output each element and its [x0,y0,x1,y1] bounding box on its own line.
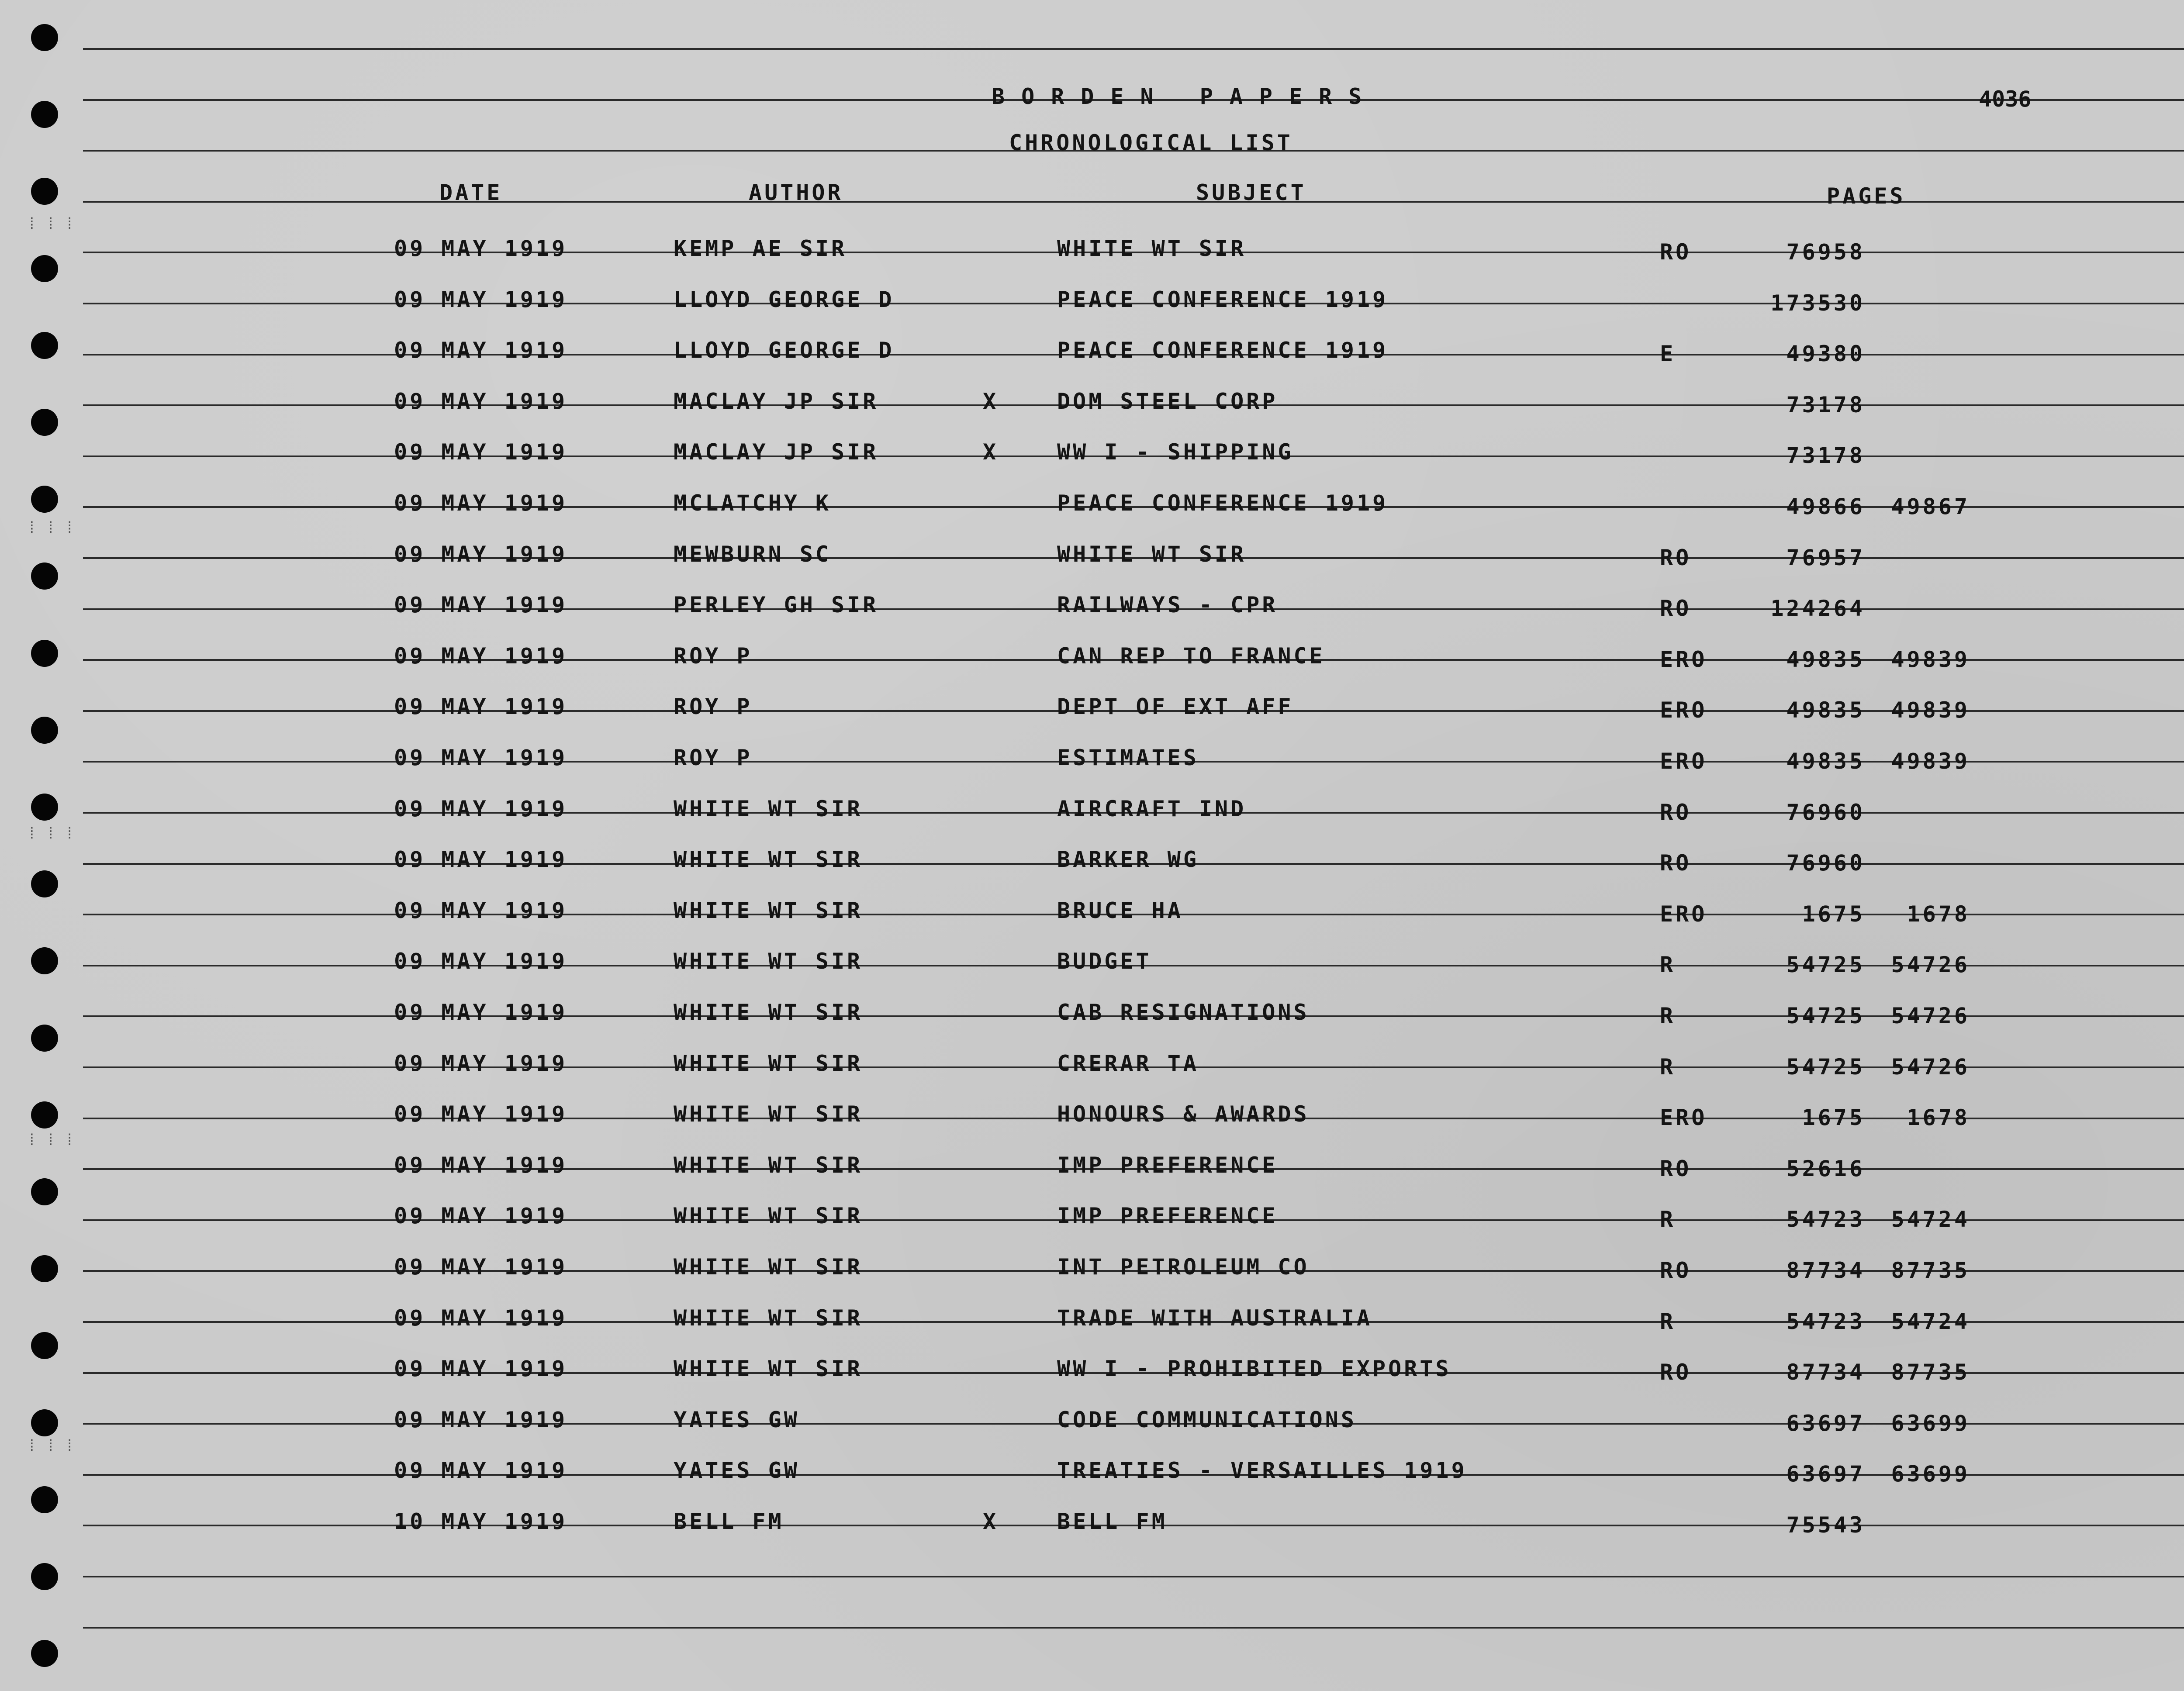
list-row [0,533,2184,583]
row-date: 09 MAY 1919 [394,1458,568,1483]
page-title: BORDEN PAPERS [992,84,1379,109]
row-code: RO [1660,545,1692,570]
list-row [0,1449,2184,1500]
row-date: 09 MAY 1919 [394,287,568,312]
row-subject: CAB RESIGNATIONS [1057,1000,1310,1025]
row-author: YATES GW [674,1458,800,1483]
row-date: 09 MAY 1919 [394,643,568,669]
list-row [0,431,2184,481]
perforation-marks: ⁞ ⁞ ⁞ [27,519,75,537]
row-page-from: 73178 [1786,443,1865,468]
row-page-to: 54724 [1891,1309,1970,1334]
row-page-to: 49867 [1891,494,1970,519]
list-row [0,1398,2184,1449]
row-author: LLOYD GEORGE D [674,338,895,363]
row-page-from: 76957 [1786,545,1865,570]
row-author: PERLEY GH SIR [674,592,879,618]
list-row [0,1194,2184,1245]
row-page-from: 173530 [1770,290,1865,316]
list-row [0,1093,2184,1143]
row-author: WHITE WT SIR [674,898,863,923]
row-marker: X [983,389,999,414]
row-date: 10 MAY 1919 [394,1509,568,1534]
row-code: RO [1660,1360,1692,1385]
row-subject: TRADE WITH AUSTRALIA [1057,1305,1373,1331]
list-row [0,685,2184,736]
row-code: ERO [1660,749,1707,774]
row-date: 09 MAY 1919 [394,236,568,261]
row-code: RO [1660,1156,1692,1181]
row-author: WHITE WT SIR [674,1203,863,1229]
row-subject: HONOURS & AWARDS [1057,1101,1310,1127]
row-subject: BARKER WG [1057,847,1199,872]
row-author: KEMP AE SIR [674,236,847,261]
row-author: MACLAY JP SIR [674,439,879,465]
row-date: 09 MAY 1919 [394,592,568,618]
row-date: 09 MAY 1919 [394,1051,568,1076]
row-author: ROY P [674,643,753,669]
row-date: 09 MAY 1919 [394,1000,568,1025]
row-marker: X [983,1509,999,1534]
list-row [0,1042,2184,1093]
row-page-to: 1678 [1907,901,1970,927]
row-code: R [1660,952,1676,977]
row-page-to: 49839 [1891,749,1970,774]
row-date: 09 MAY 1919 [394,694,568,719]
row-date: 09 MAY 1919 [394,490,568,516]
row-date: 09 MAY 1919 [394,1153,568,1178]
row-code: R [1660,1054,1676,1080]
list-row [0,736,2184,787]
row-author: WHITE WT SIR [674,1051,863,1076]
row-page-to: 54726 [1891,1003,1970,1028]
list-row [0,482,2184,532]
row-page-from: 63697 [1786,1461,1865,1487]
list-row [0,838,2184,889]
list-row [0,1144,2184,1194]
row-author: WHITE WT SIR [674,1000,863,1025]
row-page-from: 73178 [1786,392,1865,418]
row-date: 09 MAY 1919 [394,439,568,465]
row-subject: AIRCRAFT IND [1057,796,1247,821]
row-date: 09 MAY 1919 [394,1356,568,1381]
row-author: MCLATCHY K [674,490,832,516]
row-subject: RAILWAYS - CPR [1057,592,1278,618]
column-header-pages: PAGES [1827,183,1906,209]
row-author: MACLAY JP SIR [674,389,879,414]
row-date: 09 MAY 1919 [394,1203,568,1229]
row-subject: CODE COMMUNICATIONS [1057,1407,1357,1432]
row-page-to: 63699 [1891,1461,1970,1487]
row-subject: PEACE CONFERENCE 1919 [1057,287,1389,312]
row-date: 09 MAY 1919 [394,745,568,770]
row-page-from: 49835 [1786,697,1865,723]
row-page-from: 124264 [1770,596,1865,621]
row-page-from: 76960 [1786,850,1865,876]
row-subject: CRERAR TA [1057,1051,1199,1076]
row-subject: WW I - SHIPPING [1057,439,1294,465]
perforation-marks: ⁞ ⁞ ⁞ [27,215,75,233]
row-author: LLOYD GEORGE D [674,287,895,312]
row-page-to: 49839 [1891,647,1970,672]
list-row [0,278,2184,329]
row-page-to: 63699 [1891,1411,1970,1436]
row-subject: INT PETROLEUM CO [1057,1254,1310,1280]
row-page-from: 54725 [1786,952,1865,977]
row-subject: TREATIES - VERSAILLES 1919 [1057,1458,1467,1483]
row-author: ROY P [674,694,753,719]
row-subject: IMP PREFERENCE [1057,1203,1278,1229]
row-page-from: 54723 [1786,1207,1865,1232]
row-page-to: 54726 [1891,1054,1970,1080]
row-subject: CAN REP TO FRANCE [1057,643,1325,669]
row-subject: PEACE CONFERENCE 1919 [1057,490,1389,516]
row-date: 09 MAY 1919 [394,389,568,414]
row-author: WHITE WT SIR [674,1254,863,1280]
list-row [0,227,2184,278]
perforation-marks: ⁞ ⁞ ⁞ [27,825,75,842]
row-code: R [1660,1309,1676,1334]
row-page-to: 54726 [1891,952,1970,977]
row-author: WHITE WT SIR [674,847,863,872]
row-code: ERO [1660,901,1707,927]
row-code: RO [1660,800,1692,825]
row-page-to: 1678 [1907,1105,1970,1130]
column-header-date: DATE [439,180,503,205]
row-code: RO [1660,850,1692,876]
list-row [0,1246,2184,1296]
row-code: ERO [1660,1105,1707,1130]
row-code: RO [1660,239,1692,265]
column-header-author: AUTHOR [749,180,843,205]
row-page-from: 87734 [1786,1360,1865,1385]
page-subtitle: CHRONOLOGICAL LIST [1009,130,1293,155]
row-page-from: 54725 [1786,1054,1865,1080]
row-date: 09 MAY 1919 [394,796,568,821]
row-code: R [1660,1207,1676,1232]
row-page-from: 52616 [1786,1156,1865,1181]
row-author: WHITE WT SIR [674,1101,863,1127]
row-page-from: 76958 [1786,239,1865,265]
row-date: 09 MAY 1919 [394,1305,568,1331]
row-date: 09 MAY 1919 [394,1101,568,1127]
row-page-from: 49835 [1786,647,1865,672]
row-subject: WHITE WT SIR [1057,236,1247,261]
row-author: WHITE WT SIR [674,1356,863,1381]
row-date: 09 MAY 1919 [394,1407,568,1432]
list-row [0,329,2184,380]
row-page-from: 49866 [1786,494,1865,519]
row-page-to: 87735 [1891,1258,1970,1283]
row-marker: X [983,439,999,465]
row-subject: DEPT OF EXT AFF [1057,694,1294,719]
row-author: WHITE WT SIR [674,796,863,821]
row-subject: BELL FM [1057,1509,1168,1534]
row-date: 09 MAY 1919 [394,542,568,567]
row-page-from: 49835 [1786,749,1865,774]
row-subject: PEACE CONFERENCE 1919 [1057,338,1389,363]
row-subject: BUDGET [1057,949,1152,974]
row-author: MEWBURN SC [674,542,832,567]
row-page-from: 54725 [1786,1003,1865,1028]
perforation-marks: ⁞ ⁞ ⁞ [27,1437,75,1455]
perforation-marks: ⁞ ⁞ ⁞ [27,1131,75,1149]
row-code: RO [1660,1258,1692,1283]
row-page-to: 49839 [1891,697,1970,723]
list-row [0,380,2184,431]
row-author: WHITE WT SIR [674,1153,863,1178]
row-date: 09 MAY 1919 [394,338,568,363]
row-author: WHITE WT SIR [674,949,863,974]
row-author: BELL FM [674,1509,784,1534]
list-row [0,940,2184,990]
row-code: R [1660,1003,1676,1028]
row-subject: DOM STEEL CORP [1057,389,1278,414]
row-code: RO [1660,596,1692,621]
row-author: YATES GW [674,1407,800,1432]
row-author: ROY P [674,745,753,770]
row-code: E [1660,341,1676,366]
list-row [0,1297,2184,1347]
row-page-from: 54723 [1786,1309,1865,1334]
row-subject: ESTIMATES [1057,745,1199,770]
column-header-subject: SUBJECT [1196,180,1306,205]
row-date: 09 MAY 1919 [394,949,568,974]
row-page-from: 75543 [1786,1512,1865,1538]
list-row [0,889,2184,940]
row-subject: WHITE WT SIR [1057,542,1247,567]
list-row [0,635,2184,685]
row-date: 09 MAY 1919 [394,1254,568,1280]
row-page-from: 63697 [1786,1411,1865,1436]
row-code: ERO [1660,647,1707,672]
page-number: 4036 [1979,86,2032,112]
row-date: 09 MAY 1919 [394,898,568,923]
list-row [0,1500,2184,1551]
row-page-from: 1675 [1802,901,1865,927]
row-subject: BRUCE HA [1057,898,1183,923]
row-page-from: 76960 [1786,800,1865,825]
row-page-from: 1675 [1802,1105,1865,1130]
row-page-to: 87735 [1891,1360,1970,1385]
list-row [0,583,2184,634]
row-date: 09 MAY 1919 [394,847,568,872]
row-page-from: 49380 [1786,341,1865,366]
row-page-from: 87734 [1786,1258,1865,1283]
row-subject: IMP PREFERENCE [1057,1153,1278,1178]
list-row [0,787,2184,838]
list-row [0,1347,2184,1398]
row-author: WHITE WT SIR [674,1305,863,1331]
row-subject: WW I - PROHIBITED EXPORTS [1057,1356,1451,1381]
list-row [0,991,2184,1042]
row-code: ERO [1660,697,1707,723]
row-page-to: 54724 [1891,1207,1970,1232]
